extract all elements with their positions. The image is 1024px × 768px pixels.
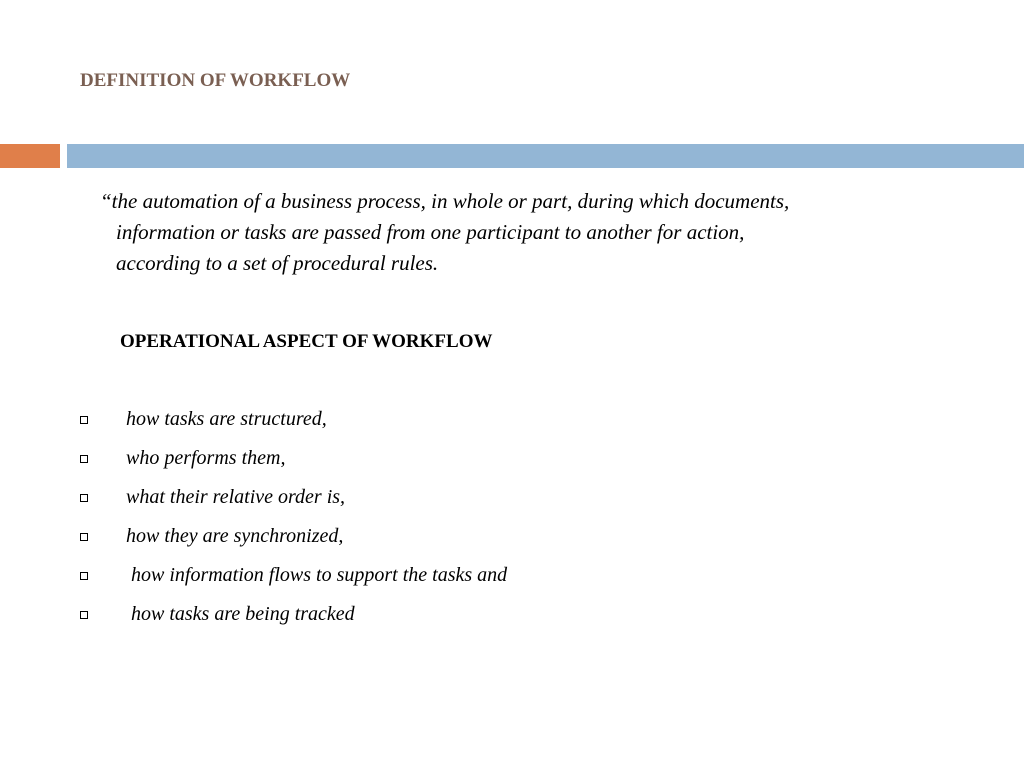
list-item: [80, 400, 507, 439]
square-bullet-icon: [80, 533, 88, 541]
list-item: [80, 439, 507, 478]
bullet-text: how tasks are structured,: [126, 408, 327, 430]
list-item: [80, 478, 507, 517]
bullet-text: who performs them,: [126, 447, 286, 469]
definition-quote: “the automation of a business process, in whole or part, during which documents, information or tasks are passed from one participant to another for action, according to a set of procedural rules.: [100, 189, 790, 275]
square-bullet-icon: [80, 455, 88, 463]
bullet-text: how they are synchronized,: [126, 525, 344, 547]
square-bullet-icon: [80, 611, 88, 619]
bullet-list: [80, 400, 507, 634]
bullet-text: what their relative order is,: [126, 486, 346, 508]
list-item: [80, 595, 507, 634]
list-item: [80, 517, 507, 556]
bullet-text: how information flows to support the tasks and: [126, 564, 508, 586]
section-subheading: OPERATIONAL ASPECT OF WORKFLOW: [120, 331, 493, 352]
accent-bar-blue: [67, 144, 1024, 168]
slide-title: DEFINITION OF WORKFLOW: [80, 70, 351, 91]
square-bullet-icon: [80, 416, 88, 424]
list-item: [80, 556, 507, 595]
bullet-text: how tasks are being tracked: [126, 603, 355, 625]
square-bullet-icon: [80, 572, 88, 580]
square-bullet-icon: [80, 494, 88, 502]
accent-bar-orange: [0, 144, 60, 168]
